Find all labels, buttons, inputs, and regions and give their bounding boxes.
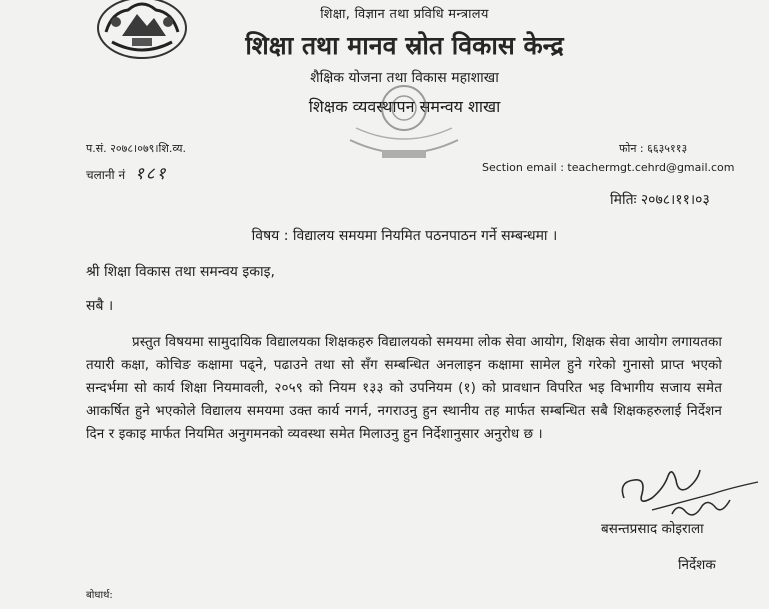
dispatch-label: चलानी नं [86, 168, 126, 182]
file-reference: प.सं. २०७८।०७९।शि.व्य. [86, 142, 187, 155]
section-name: शिक्षक व्यवस्थापन समन्वय शाखा [308, 97, 501, 116]
salutation: सबै । [86, 298, 114, 314]
division-name: शैक्षिक योजना तथा विकास महाशाखा [310, 70, 499, 86]
cc-label: बोधार्थ: [86, 590, 113, 601]
section-email: Section email : teachermgt.cehrd@gmail.com [482, 161, 735, 174]
letter-subject: विषय : विद्यालय समयमा नियमित पठनपाठन गर्ने सम्बन्धमा । [251, 228, 558, 244]
center-name: शिक्षा तथा मानव स्रोत विकास केन्द्र [245, 31, 564, 60]
letter-body: प्रस्तुत विषयमा सामुदायिक विद्यालयका शिक्षकहरु विद्यालयको समयमा लोक सेवा आयोग, शिक्षक सेवा आयोग लगायतका तयारी कक्षा, कोचिङ कक्षामा पढ्ने, पढाउने तथा सो सँग सम्बन्धित अनलाइन कक्षामा सामेल हुने गरेको गुनासो प्राप्त भएको सन्दर्भमा सो कार्य शिक्षा नियमावली, २०५९ को नियम १३३ को उपनियम (१) को प्रावधान विपरित भइ विभागीय सजाय समेत आकर्षित हुने भएकोले विद्यालय समयमा उक्त कार्य नगर्न, नगराउनु हुन स्थानीय तह मार्फत सम्बन्धित सबै शिक्षकहरुलाई निर्देशन दिन र इकाइ मार्फत नियमित अनुगमनको व्यवस्था समेत मिलाउनु हुन निर्देशानुसार अनुरोध छ । [86, 334, 722, 442]
dispatch-number-row [86, 161, 167, 184]
phone-number: फोन : ६६३५११३ [619, 142, 688, 155]
ministry-name: शिक्षा, विज्ञान तथा प्रविधि मन्त्रालय [320, 7, 489, 22]
signatory-name: बसन्तप्रसाद कोइराला [601, 521, 704, 537]
addressee: श्री शिक्षा विकास तथा समन्वय इकाइ, [86, 264, 275, 280]
letter-date: मितिः २०७८।११।०३ [610, 192, 710, 208]
signatory-designation: निर्देशक [678, 557, 716, 573]
office-stamp-icon [342, 80, 466, 166]
handwritten-signature-icon [612, 458, 762, 526]
dispatch-number: १८१ [134, 164, 168, 184]
